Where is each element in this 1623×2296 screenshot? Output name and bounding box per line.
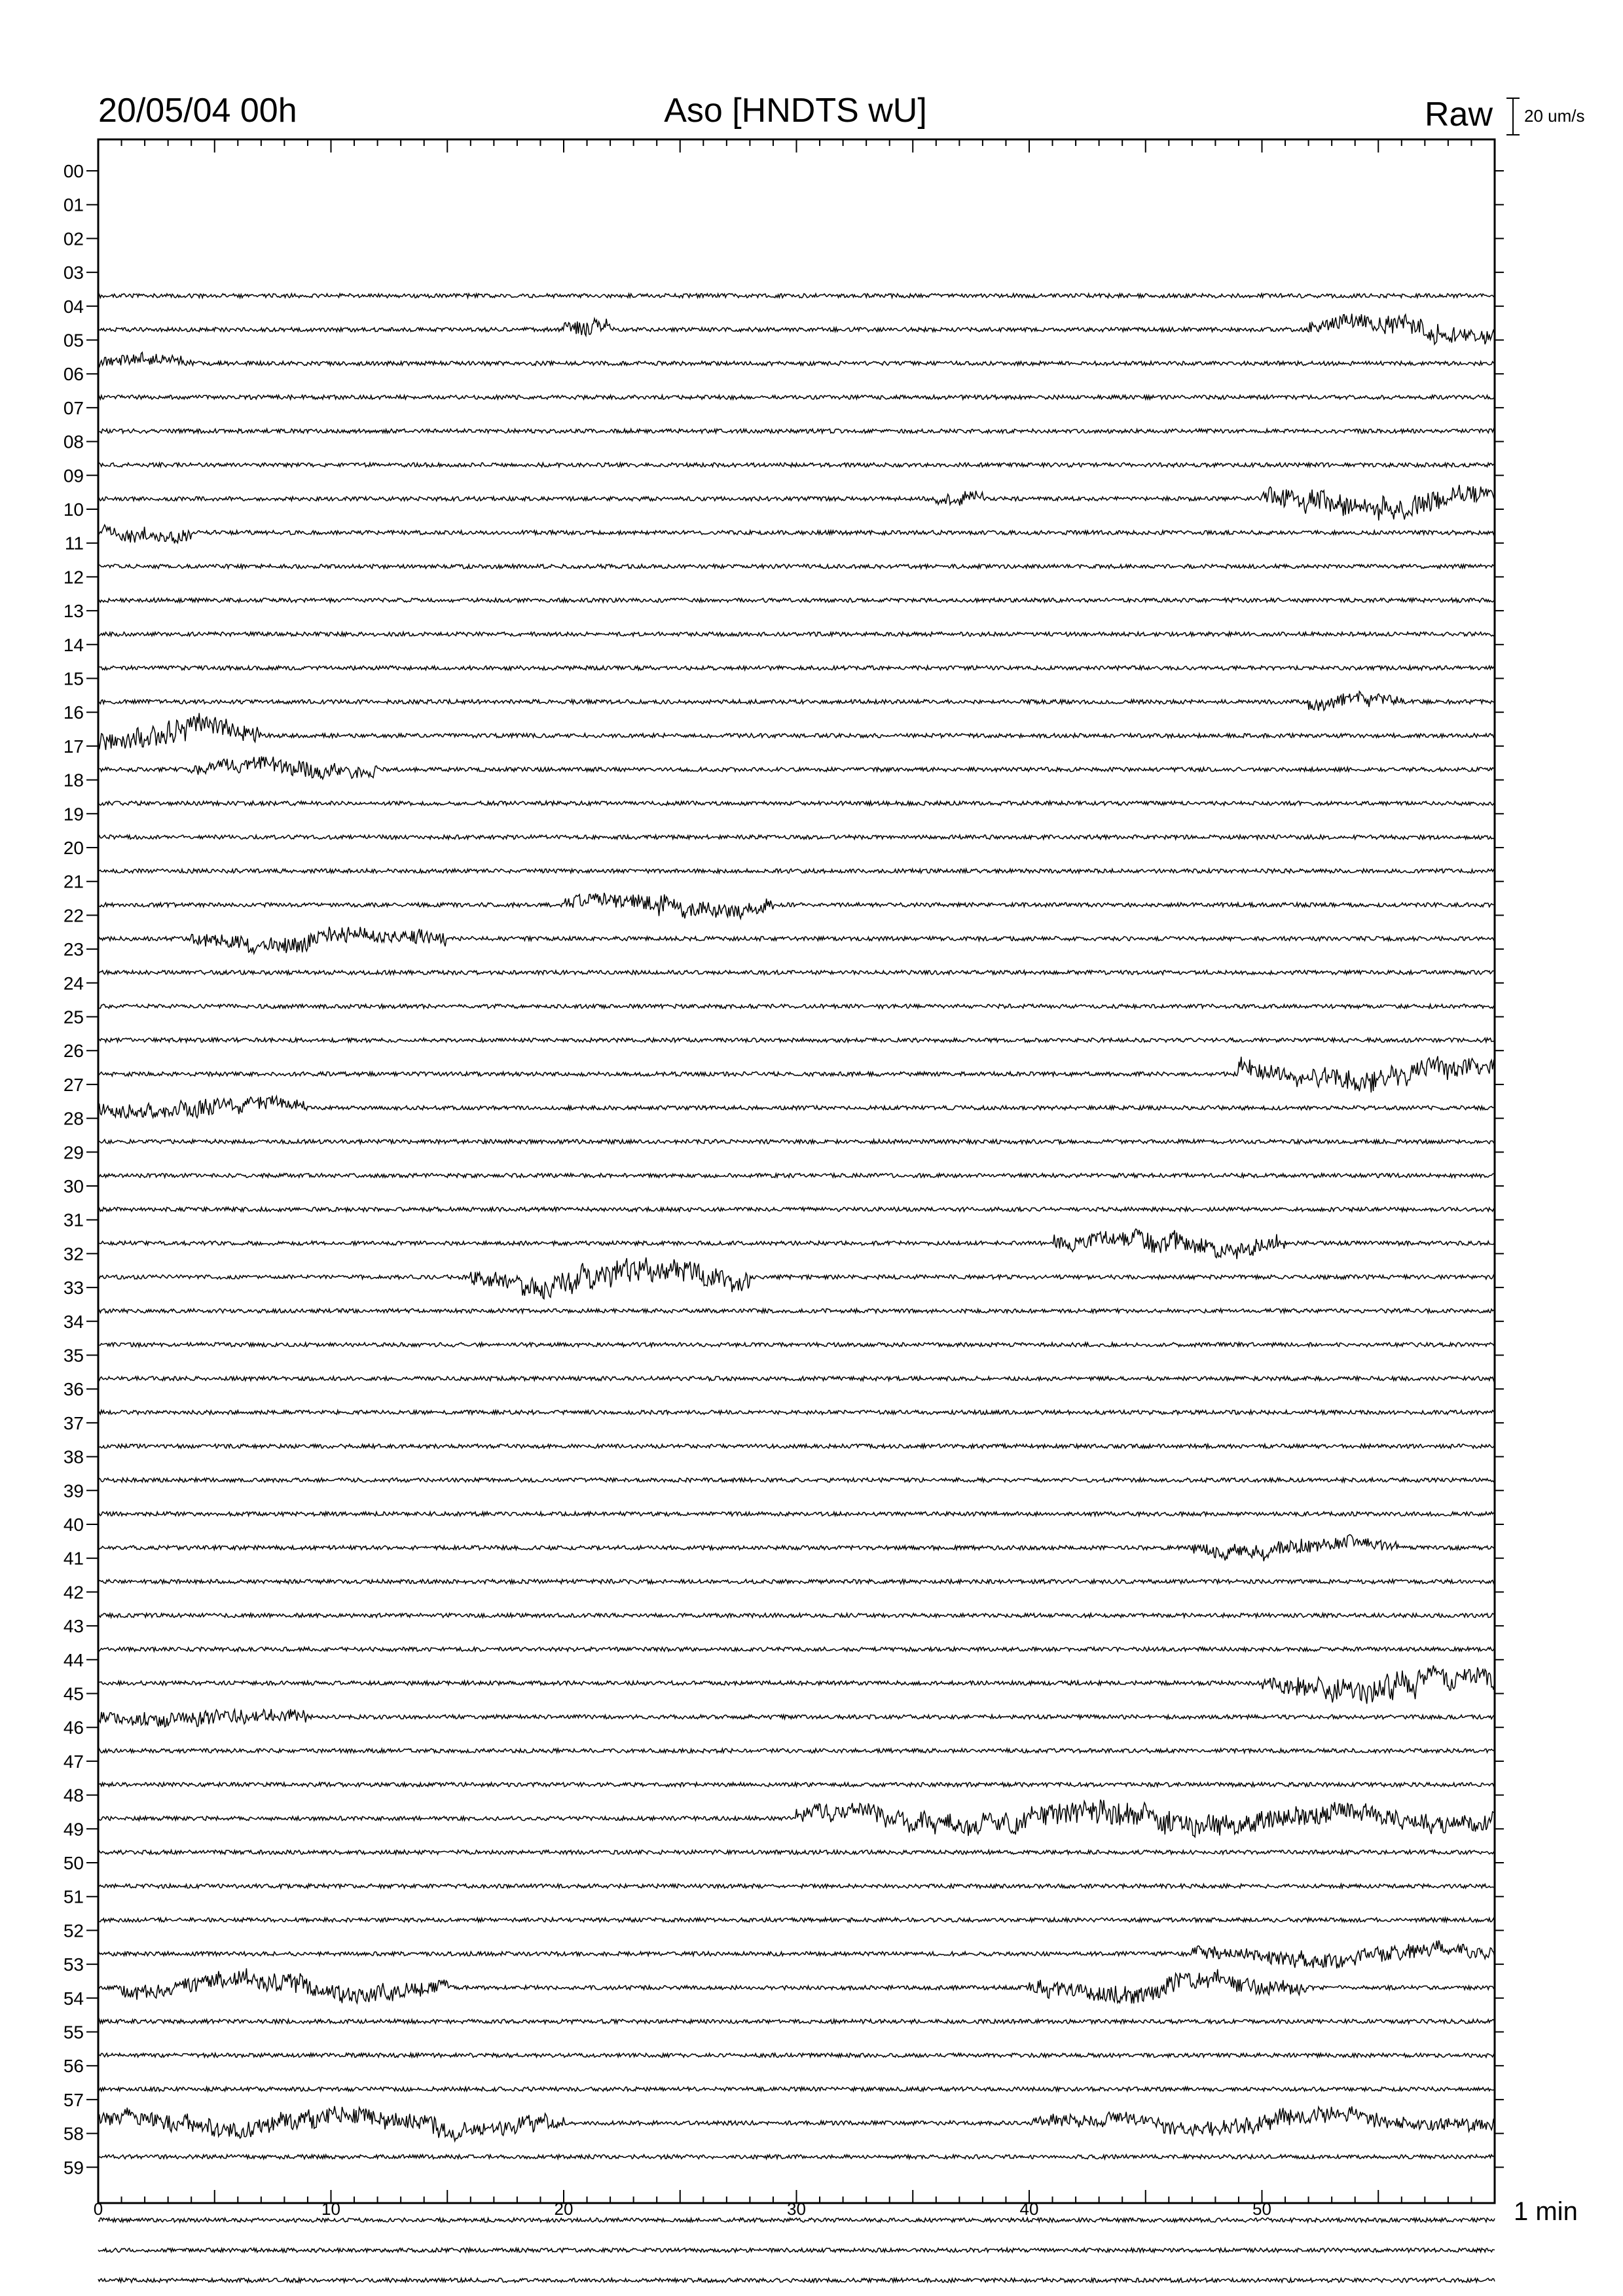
seismic-trace bbox=[98, 1096, 1495, 1118]
row-label: 32 bbox=[63, 1244, 84, 1265]
seismic-trace bbox=[98, 1512, 1495, 1516]
row-label: 20 bbox=[63, 838, 84, 858]
row-label: 00 bbox=[63, 161, 84, 181]
second-axis bbox=[94, 2190, 1472, 2219]
plot-frame bbox=[98, 139, 1495, 2203]
row-label: 56 bbox=[63, 2056, 84, 2077]
seismic-trace bbox=[98, 1666, 1495, 1704]
seismic-trace bbox=[98, 485, 1495, 520]
row-label: 33 bbox=[63, 1278, 84, 1299]
row-label: 30 bbox=[63, 1176, 84, 1196]
seismic-trace bbox=[98, 598, 1495, 602]
seismic-trace bbox=[98, 893, 1495, 918]
row-label: 18 bbox=[63, 770, 84, 791]
seismic-trace bbox=[98, 1478, 1495, 1482]
row-label: 44 bbox=[63, 1649, 84, 1670]
row-label: 41 bbox=[63, 1548, 84, 1569]
row-label: 48 bbox=[63, 1785, 84, 1806]
row-label: 05 bbox=[63, 330, 84, 351]
seismic-trace bbox=[98, 1941, 1495, 1969]
row-label: 14 bbox=[63, 634, 84, 655]
seismic-trace bbox=[98, 691, 1495, 711]
seismic-trace bbox=[98, 1647, 1495, 1651]
seismic-trace bbox=[98, 1309, 1495, 1313]
seismic-trace bbox=[98, 1444, 1495, 1448]
row-label: 34 bbox=[63, 1311, 84, 1332]
row-label: 54 bbox=[63, 1988, 84, 2009]
seismic-trace bbox=[98, 1782, 1495, 1786]
seismic-trace bbox=[98, 1410, 1495, 1414]
row-label: 16 bbox=[63, 702, 84, 723]
row-label: 08 bbox=[63, 431, 84, 452]
row-label: 12 bbox=[63, 567, 84, 588]
seismic-trace bbox=[98, 314, 1495, 344]
date-hour-label: 20/05/04 00h bbox=[98, 92, 297, 130]
seismic-trace bbox=[98, 835, 1495, 839]
x-tick-label: 30 bbox=[787, 2199, 806, 2219]
seismic-trace bbox=[98, 352, 1495, 367]
seismic-trace bbox=[98, 564, 1495, 568]
seismic-trace bbox=[98, 429, 1495, 433]
seismic-trace bbox=[98, 1004, 1495, 1008]
x-tick-label: 50 bbox=[1252, 2199, 1271, 2219]
row-label: 23 bbox=[63, 939, 84, 960]
seismic-trace bbox=[98, 1038, 1495, 1042]
row-label: 35 bbox=[63, 1345, 84, 1366]
row-label: 09 bbox=[63, 465, 84, 486]
seismic-trace bbox=[98, 1229, 1495, 1259]
x-tick-label: 40 bbox=[1019, 2199, 1039, 2219]
seismic-trace bbox=[98, 2019, 1495, 2023]
seismic-trace bbox=[98, 1342, 1495, 1346]
continuation-trace bbox=[98, 2278, 1495, 2282]
seismic-trace bbox=[98, 971, 1495, 975]
seismic-trace bbox=[98, 1709, 1495, 1727]
row-label: 03 bbox=[63, 262, 84, 283]
row-label: 58 bbox=[63, 2123, 84, 2144]
row-label: 04 bbox=[63, 296, 84, 317]
seismic-trace bbox=[98, 1535, 1495, 1562]
continuation-traces bbox=[98, 2218, 1495, 2282]
seismic-trace bbox=[98, 294, 1495, 298]
row-label: 31 bbox=[63, 1210, 84, 1230]
seismic-trace bbox=[98, 2087, 1495, 2091]
row-label: 53 bbox=[63, 1954, 84, 1975]
row-label: 11 bbox=[64, 533, 84, 554]
row-label: 15 bbox=[63, 668, 84, 689]
row-label: 50 bbox=[63, 1853, 84, 1873]
row-label: 17 bbox=[63, 736, 84, 757]
seismic-trace bbox=[98, 463, 1495, 467]
seismic-trace bbox=[98, 1749, 1495, 1753]
row-label: 29 bbox=[63, 1142, 84, 1163]
seismic-trace bbox=[98, 927, 1495, 954]
seismic-trace bbox=[98, 713, 1495, 750]
row-label: 52 bbox=[63, 1920, 84, 1941]
seismic-trace bbox=[98, 632, 1495, 636]
row-label: 59 bbox=[63, 2157, 84, 2178]
seismic-trace bbox=[98, 1968, 1495, 2003]
seismic-trace bbox=[98, 1800, 1495, 1837]
seismic-trace bbox=[98, 869, 1495, 873]
continuation-trace bbox=[98, 2218, 1495, 2222]
seismic-trace bbox=[98, 395, 1495, 399]
row-label: 25 bbox=[63, 1007, 84, 1028]
seismic-traces bbox=[98, 294, 1495, 2159]
row-label: 49 bbox=[63, 1819, 84, 1840]
row-label: 24 bbox=[63, 973, 84, 994]
seismic-trace bbox=[98, 1056, 1495, 1093]
seismic-trace bbox=[98, 1918, 1495, 1922]
seismic-trace bbox=[98, 666, 1495, 670]
seismic-trace bbox=[98, 1139, 1495, 1143]
row-label: 47 bbox=[63, 1751, 84, 1772]
seismic-trace bbox=[98, 1376, 1495, 1380]
row-label: 27 bbox=[63, 1074, 84, 1095]
row-label: 28 bbox=[63, 1108, 84, 1129]
time-unit-label: 1 min bbox=[1514, 2197, 1578, 2226]
row-label: 57 bbox=[63, 2089, 84, 2110]
seismic-trace bbox=[98, 757, 1495, 780]
seismic-trace bbox=[98, 2053, 1495, 2057]
amplitude-scale-label: 20 um/s bbox=[1524, 106, 1585, 126]
row-label: 46 bbox=[63, 1717, 84, 1738]
row-label: 45 bbox=[63, 1683, 84, 1704]
x-tick-label: 0 bbox=[93, 2199, 103, 2219]
seismic-trace bbox=[98, 2155, 1495, 2159]
row-label: 36 bbox=[63, 1379, 84, 1400]
x-tick-label: 10 bbox=[321, 2199, 340, 2219]
seismic-trace bbox=[98, 1850, 1495, 1854]
seismic-trace bbox=[98, 1257, 1495, 1299]
seismic-trace bbox=[98, 1613, 1495, 1617]
row-label: 43 bbox=[63, 1616, 84, 1637]
row-label: 37 bbox=[63, 1412, 84, 1433]
row-label: 07 bbox=[63, 397, 84, 418]
x-tick-label: 20 bbox=[554, 2199, 574, 2219]
continuation-trace bbox=[98, 2248, 1495, 2252]
seismic-trace bbox=[98, 525, 1495, 543]
top-minute-ticks bbox=[122, 139, 1472, 152]
row-label: 13 bbox=[63, 601, 84, 622]
seismic-trace bbox=[98, 801, 1495, 805]
seismic-trace bbox=[98, 1579, 1495, 1583]
seismic-trace bbox=[98, 1208, 1495, 1211]
seismic-trace bbox=[98, 1174, 1495, 1177]
seismic-trace bbox=[98, 2106, 1495, 2141]
amplitude-scale-bar bbox=[1506, 98, 1520, 135]
row-label: 42 bbox=[63, 1582, 84, 1603]
row-label: 26 bbox=[63, 1041, 84, 1062]
row-label: 19 bbox=[63, 804, 84, 825]
mode-label: Raw bbox=[1424, 96, 1493, 134]
row-label: 02 bbox=[63, 228, 84, 249]
station-title: Aso [HNDTS wU] bbox=[664, 92, 927, 130]
row-label: 51 bbox=[63, 1886, 84, 1907]
row-label: 38 bbox=[63, 1446, 84, 1467]
row-label: 06 bbox=[63, 364, 84, 385]
row-label: 22 bbox=[63, 905, 84, 926]
seismic-trace bbox=[98, 1884, 1495, 1888]
row-label: 39 bbox=[63, 1480, 84, 1501]
row-label: 21 bbox=[63, 871, 84, 892]
row-label: 40 bbox=[63, 1515, 84, 1535]
row-label: 10 bbox=[63, 499, 84, 520]
row-label: 01 bbox=[63, 194, 84, 215]
row-label: 55 bbox=[63, 2022, 84, 2043]
